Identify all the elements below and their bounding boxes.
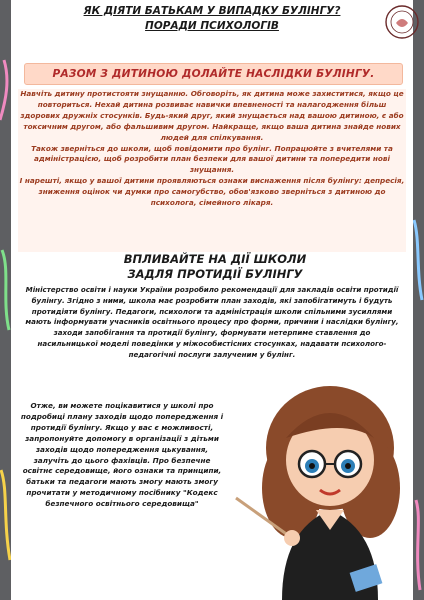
heading-line-2: ЗАДЛЯ ПРОТИДІЇ БУЛІНГУ <box>127 267 303 281</box>
title-line-1: ЯК ДІЯТИ БАТЬКАМ У ВИПАДКУ БУЛІНГУ? <box>83 5 341 17</box>
heading-line-1: ВПЛИВАЙТЕ НА ДІЇ ШКОЛИ <box>123 252 307 266</box>
poster-title <box>11 4 413 34</box>
title-line-2: ПОРАДИ ПСИХОЛОГІВ <box>145 20 279 32</box>
banner: РАЗОМ З ДИТИНОЮ ДОЛАЙТЕ НАСЛІДКИ БУЛІНГУ. <box>24 63 403 85</box>
section-ministry <box>24 285 400 361</box>
section-heading <box>90 252 340 282</box>
section-advice <box>18 89 406 252</box>
advice-paragraph: І нарешті, якщо у вашої дитини проявляються ознаки виснаження після булінгу: депресія, зниження оцінок чи думки про самогубство, обов'язково зверніться з дитиною до психолога, сімейного лікаря. <box>19 176 405 208</box>
advice-paragraph: Навчіть дитину протистояти знущанню. Обговоріть, як дитина може захиститися, якщо це повториться. Нехай дитина розвиває навички впевненості та налагодження більш здорових дружніх стосунків. Будь-який друг, який знущається над вашою дитиною, є або токсичним другом, або фальшивим другом. Найкраще, якщо ваша дитина знайде нових людей для спілкування. <box>20 89 404 142</box>
advice-paragraph: Також зверніться до школи, щоб повідомити про булінг. Попрацюйте з вчителями та адміністрацією, щоб розробити план безпеки для вашої дитини та попередити нові знущання. <box>31 143 393 175</box>
stamp-seal-icon <box>384 3 420 41</box>
section-conclusion <box>18 401 226 510</box>
teacher-illustration-icon <box>232 378 418 600</box>
conclusion-paragraph: Отже, ви можете поцікавитися у школі про подробиці плану заходів щодо попередження і протидії булінгу. Якщо у вас є можливості, запропонуйте допомогу в організації з дітьми заходів щодо попередження цькування, залучіть до цього фахівців. Про безпечне освітнє середовище, його ознаки та принципи, батьки та педагоги мають змогу мають змогу прочитати у методичному посібнику "Кодекс безпечного освітнього середовища" <box>20 401 224 509</box>
ministry-paragraph: Міністерство освіти і науки України розробило рекомендації для закладів освіти протидії булінгу. Згідно з ними, школа має розробити план заходів, які запобігатимуть і будуть протидіяти булінгу. Педагоги, психологи та адміністрація школи спільними зусиллями мають інформувати учасників освітнього процесу про форми, причини і наслідки булінгу, заходи запобігання та протидії булінгу, формувати нетерпиме ставлення до насильницької моделі поведінки у міжособистісних стосунках, надавати психолого-педагогічні послуги залученим у булінг. <box>25 285 399 359</box>
